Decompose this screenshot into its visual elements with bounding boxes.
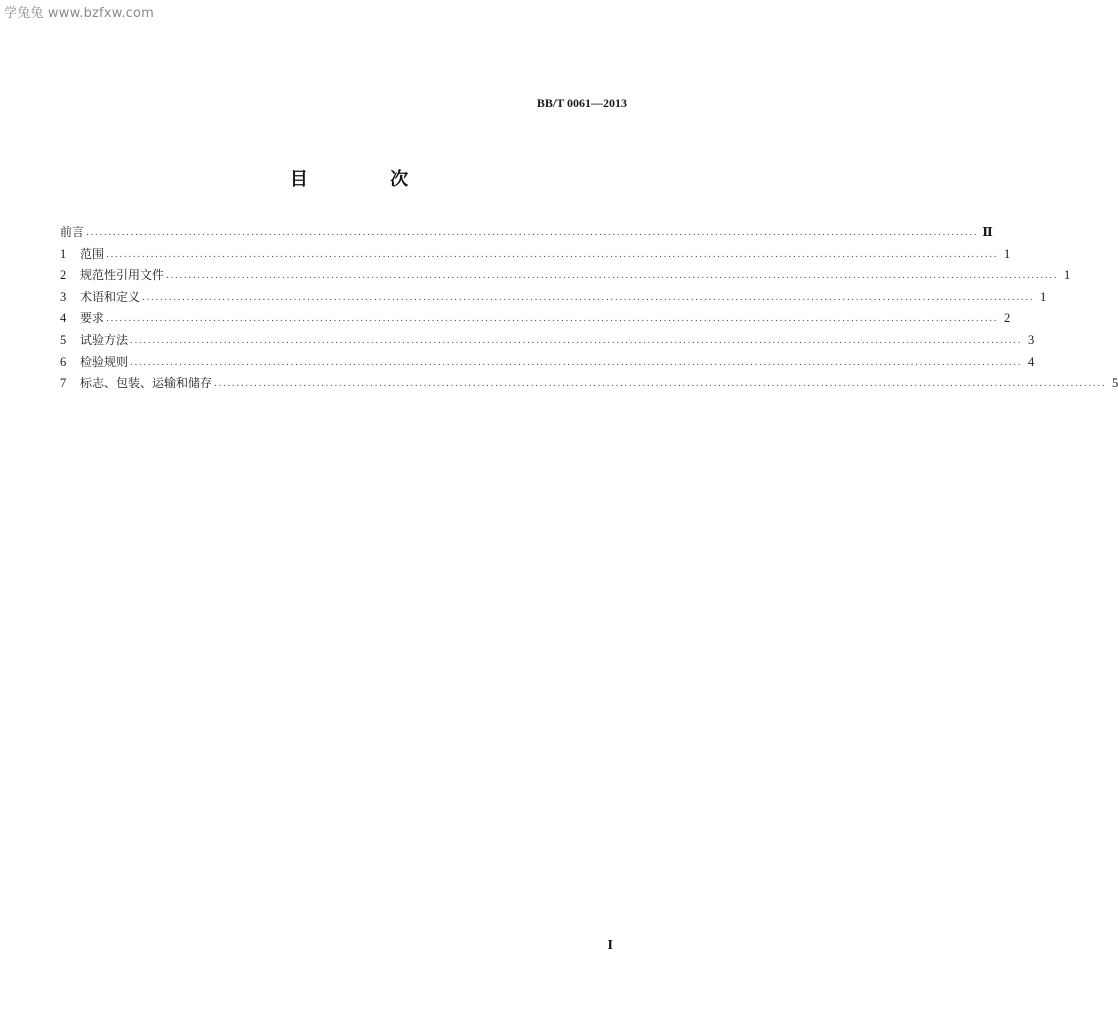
toc-entry-number: 4 [60, 311, 67, 326]
toc-entry-requirements[interactable] [60, 308, 1011, 330]
toc-entry-label: 要求 [80, 311, 105, 326]
toc-entry-page: Ⅱ [982, 225, 992, 239]
toc-leader-dots: ........................................................................................................................................................................................................ [106, 249, 999, 260]
toc-entry-test-methods[interactable] [60, 330, 1035, 352]
toc-entry-number: 1 [60, 246, 67, 261]
toc-entry-inspection-rules[interactable] [60, 352, 1035, 374]
toc-entry-page: 4 [1027, 354, 1035, 369]
toc-entry-number: 5 [60, 332, 67, 347]
page-title: 目 次 [289, 169, 447, 190]
toc-entry-number: 3 [60, 289, 67, 304]
toc-entry-label: 前言 [60, 225, 85, 239]
page-number: I [607, 938, 613, 953]
toc-entry-marking-packaging[interactable] [60, 373, 1118, 395]
toc-entry-page: 3 [1027, 332, 1035, 347]
toc-leader-dots: ........................................................................................................................................................................................................ [86, 228, 979, 238]
table-of-contents [60, 222, 1118, 395]
toc-entry-normative-references[interactable] [60, 265, 1071, 287]
toc-entry-label: 试验方法 [80, 332, 129, 347]
toc-entry-number: 2 [60, 268, 67, 283]
toc-entry-page: 2 [1003, 311, 1011, 326]
toc-entry-label: 术语和定义 [80, 289, 141, 304]
toc-entry-foreword[interactable] [60, 222, 992, 244]
toc-entry-label: 规范性引用文件 [80, 268, 165, 283]
toc-entry-page: 1 [1063, 268, 1071, 283]
toc-entry-terms-definitions[interactable] [60, 287, 1047, 309]
toc-entry-label: 标志、包装、运输和储存 [80, 376, 213, 391]
toc-entry-page: 1 [1003, 246, 1011, 261]
toc-leader-dots: ........................................................................................................................................................................................................ [130, 335, 1023, 346]
toc-entry-label: 范围 [80, 246, 105, 261]
toc-leader-dots: ........................................................................................................................................................................................................ [130, 357, 1023, 368]
toc-entry-page: 1 [1039, 289, 1047, 304]
standard-code: BB/T 0061—2013 [536, 96, 627, 110]
toc-leader-dots: ........................................................................................................................................................................................................ [106, 314, 999, 325]
toc-leader-dots: ........................................................................................................................................................................................................ [214, 379, 1107, 390]
toc-leader-dots: ........................................................................................................................................................................................................ [142, 292, 1035, 303]
toc-entry-scope[interactable] [60, 244, 1011, 266]
toc-entry-label: 检验规则 [80, 354, 129, 369]
toc-entry-number: 7 [60, 376, 67, 391]
toc-entry-number: 6 [60, 354, 67, 369]
watermark: 学兔兔 www.bzfxw.com [4, 6, 155, 21]
toc-leader-dots: ........................................................................................................................................................................................................ [166, 271, 1059, 282]
toc-entry-page: 5 [1111, 376, 1118, 391]
